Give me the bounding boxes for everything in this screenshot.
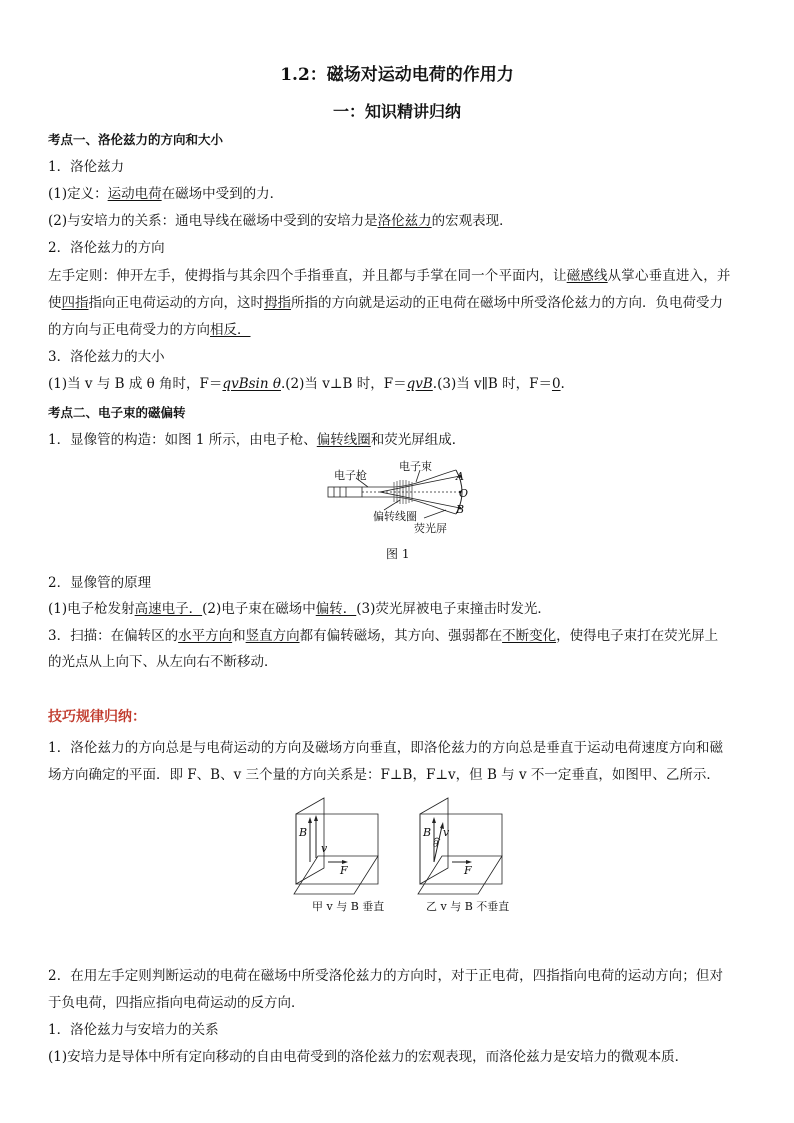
s-text-3: 都有偏转磁场，其方向、强弱都在 xyxy=(299,628,503,644)
item-magnitude: 3．洛伦兹力的大小 xyxy=(48,349,165,365)
crt-label-coil: 偏转线圈 xyxy=(373,510,417,523)
def-text: (1)定义： xyxy=(48,186,108,202)
relation-text: (1)安培力是导体中所有定向移动的自由电荷受到的洛伦兹力的宏观表现，而洛伦兹力是安培力的微观本质． xyxy=(48,1049,689,1065)
s-underline-2: 竖直方向 xyxy=(245,628,300,644)
f-underline-1: qvBsin θ xyxy=(222,376,281,392)
figure-a-label-v: v xyxy=(321,842,328,855)
left-hand-rule-line-1 xyxy=(48,266,731,286)
figure-b-label-v: v xyxy=(443,826,450,839)
f-text-4: . xyxy=(560,376,565,392)
s-underline-1: 水平方向 xyxy=(178,628,233,644)
lhr-underline: 磁感线 xyxy=(566,268,608,284)
tip-2-line-2: 于负电荷，四指应指向电荷运动的反方向． xyxy=(48,995,305,1011)
figure-a-diagram xyxy=(288,796,388,900)
item-direction: 2．洛伦兹力的方向 xyxy=(48,240,165,256)
tip-1-line-2: 场方向确定的平面．即 F、B、v 三个量的方向关系是：F⊥B，F⊥v，但 B 与 v 不一定垂直，如图甲、乙所示． xyxy=(48,767,720,783)
figure-1-caption: 图 1 xyxy=(386,547,410,561)
f-text-3: .(3)当 v∥B 时，F＝ xyxy=(432,376,552,392)
rel-text: (2)与安培力的关系：通电导线在磁场中受到的安培力是 xyxy=(48,213,378,229)
p-underline-1: 高速电子． xyxy=(134,601,203,617)
s-text-4: ，使得电子束打在荧光屏上 xyxy=(556,628,719,644)
s-text-1: 3．扫描：在偏转区的 xyxy=(48,628,179,644)
lhr2-text: 使 xyxy=(48,295,62,311)
page-title: 1.2：磁场对运动电荷的作用力 xyxy=(280,65,514,85)
figure-a-caption: 甲 v 与 B 垂直 xyxy=(312,900,385,913)
figure-b-label-theta: θ xyxy=(433,840,439,850)
s-text-2: 和 xyxy=(232,628,246,644)
lhr2-underline-2: 拇指 xyxy=(264,295,291,311)
crt-label-gun: 电子枪 xyxy=(334,469,367,482)
tips-heading: 技巧规律归纳： xyxy=(48,709,146,725)
relation-line xyxy=(48,211,513,231)
figure-a-label-b: B xyxy=(299,826,308,839)
crt-label-screen: 荧光屏 xyxy=(414,522,447,535)
p-text-3: (3)荧光屏被电子束撞击时发光． xyxy=(356,601,551,617)
crt-label-b: B xyxy=(456,503,465,516)
tip-1-line-1: 1．洛伦兹力的方向总是与电荷运动的方向及磁场方向垂直，即洛伦兹力的方向总是垂直于运动电荷速度方向和磁 xyxy=(48,740,724,756)
crt-principle-heading: 2．显像管的原理 xyxy=(48,575,152,591)
definition-line xyxy=(48,184,283,204)
left-hand-rule-line-2 xyxy=(48,293,723,313)
def-underline: 运动电荷 xyxy=(107,186,162,202)
topic-heading-1: 考点一、洛伦兹力的方向和大小 xyxy=(48,132,224,147)
item-lorentz-force: 1．洛伦兹力 xyxy=(48,159,125,175)
lhr2-text-end: 所指的方向就是运动的正电荷在磁场中所受洛伦兹力的方向．负电荷受力 xyxy=(291,295,723,311)
crt-underline: 偏转线圈 xyxy=(316,432,371,448)
lhr2-text-mid: 指向正电荷运动的方向，这时 xyxy=(88,295,264,311)
f-underline-2: qvB xyxy=(406,376,433,392)
crt-text-end: 和荧光屏组成． xyxy=(370,432,466,448)
lhr3-underline: 相反． xyxy=(210,322,251,338)
f-underline-3: 0 xyxy=(551,376,561,392)
figure-b-label-b: B xyxy=(423,826,432,839)
left-hand-rule-line-3 xyxy=(48,320,251,340)
crt-label-a: A xyxy=(456,470,464,483)
figure-b-caption: 乙 v 与 B 不垂直 xyxy=(426,900,510,913)
figure-b-label-f: F xyxy=(464,864,472,877)
formula-line xyxy=(48,374,565,394)
relation-heading: 1．洛伦兹力与安培力的关系 xyxy=(48,1022,219,1038)
scan-line-1 xyxy=(48,626,718,646)
crt-label-o: O xyxy=(459,487,469,500)
s-underline-3: 不断变化 xyxy=(502,628,557,644)
p-underline-2: 偏转． xyxy=(315,601,357,617)
scan-line-2: 的光点从上向下、从左向右不断移动． xyxy=(48,654,278,670)
lhr2-underline-1: 四指 xyxy=(61,295,89,311)
p-text-1: (1)电子枪发射 xyxy=(48,601,135,617)
def-text-end: 在磁场中受到的力． xyxy=(161,186,284,202)
rel-text-end: 的宏观表现． xyxy=(431,213,513,229)
f-text-2: .(2)当 v⊥B 时，F＝ xyxy=(280,376,407,392)
lhr-text-end: 从掌心垂直进入，并 xyxy=(607,268,731,284)
figure-a-label-f: F xyxy=(340,864,348,877)
section-subtitle: 一：知识精讲归纳 xyxy=(332,102,461,121)
crt-label-beam: 电子束 xyxy=(399,460,432,473)
rel-underline: 洛伦兹力 xyxy=(377,213,432,229)
topic-heading-2: 考点二、电子束的磁偏转 xyxy=(48,405,186,420)
f-text-1: (1)当 v 与 B 成 θ 角时，F＝ xyxy=(48,376,223,392)
figure-b-diagram xyxy=(412,796,512,900)
p-text-2: (2)电子束在磁场中 xyxy=(202,601,316,617)
crt-text: 1．显像管的构造：如图 1 所示，由电子枪、 xyxy=(48,432,317,448)
lhr3-text: 的方向与正电荷受力的方向 xyxy=(48,322,210,338)
tip-2-line-1: 2．在用左手定则判断运动的电荷在磁场中所受洛伦兹力的方向时，对于正电荷，四指指向电荷的运动方向；但对 xyxy=(48,968,724,984)
crt-principle-line xyxy=(48,599,551,619)
lhr-text: 左手定则：伸开左手，使拇指与其余四个手指垂直，并且都与手掌在同一个平面内，让 xyxy=(48,268,567,284)
crt-structure-line xyxy=(48,430,465,450)
